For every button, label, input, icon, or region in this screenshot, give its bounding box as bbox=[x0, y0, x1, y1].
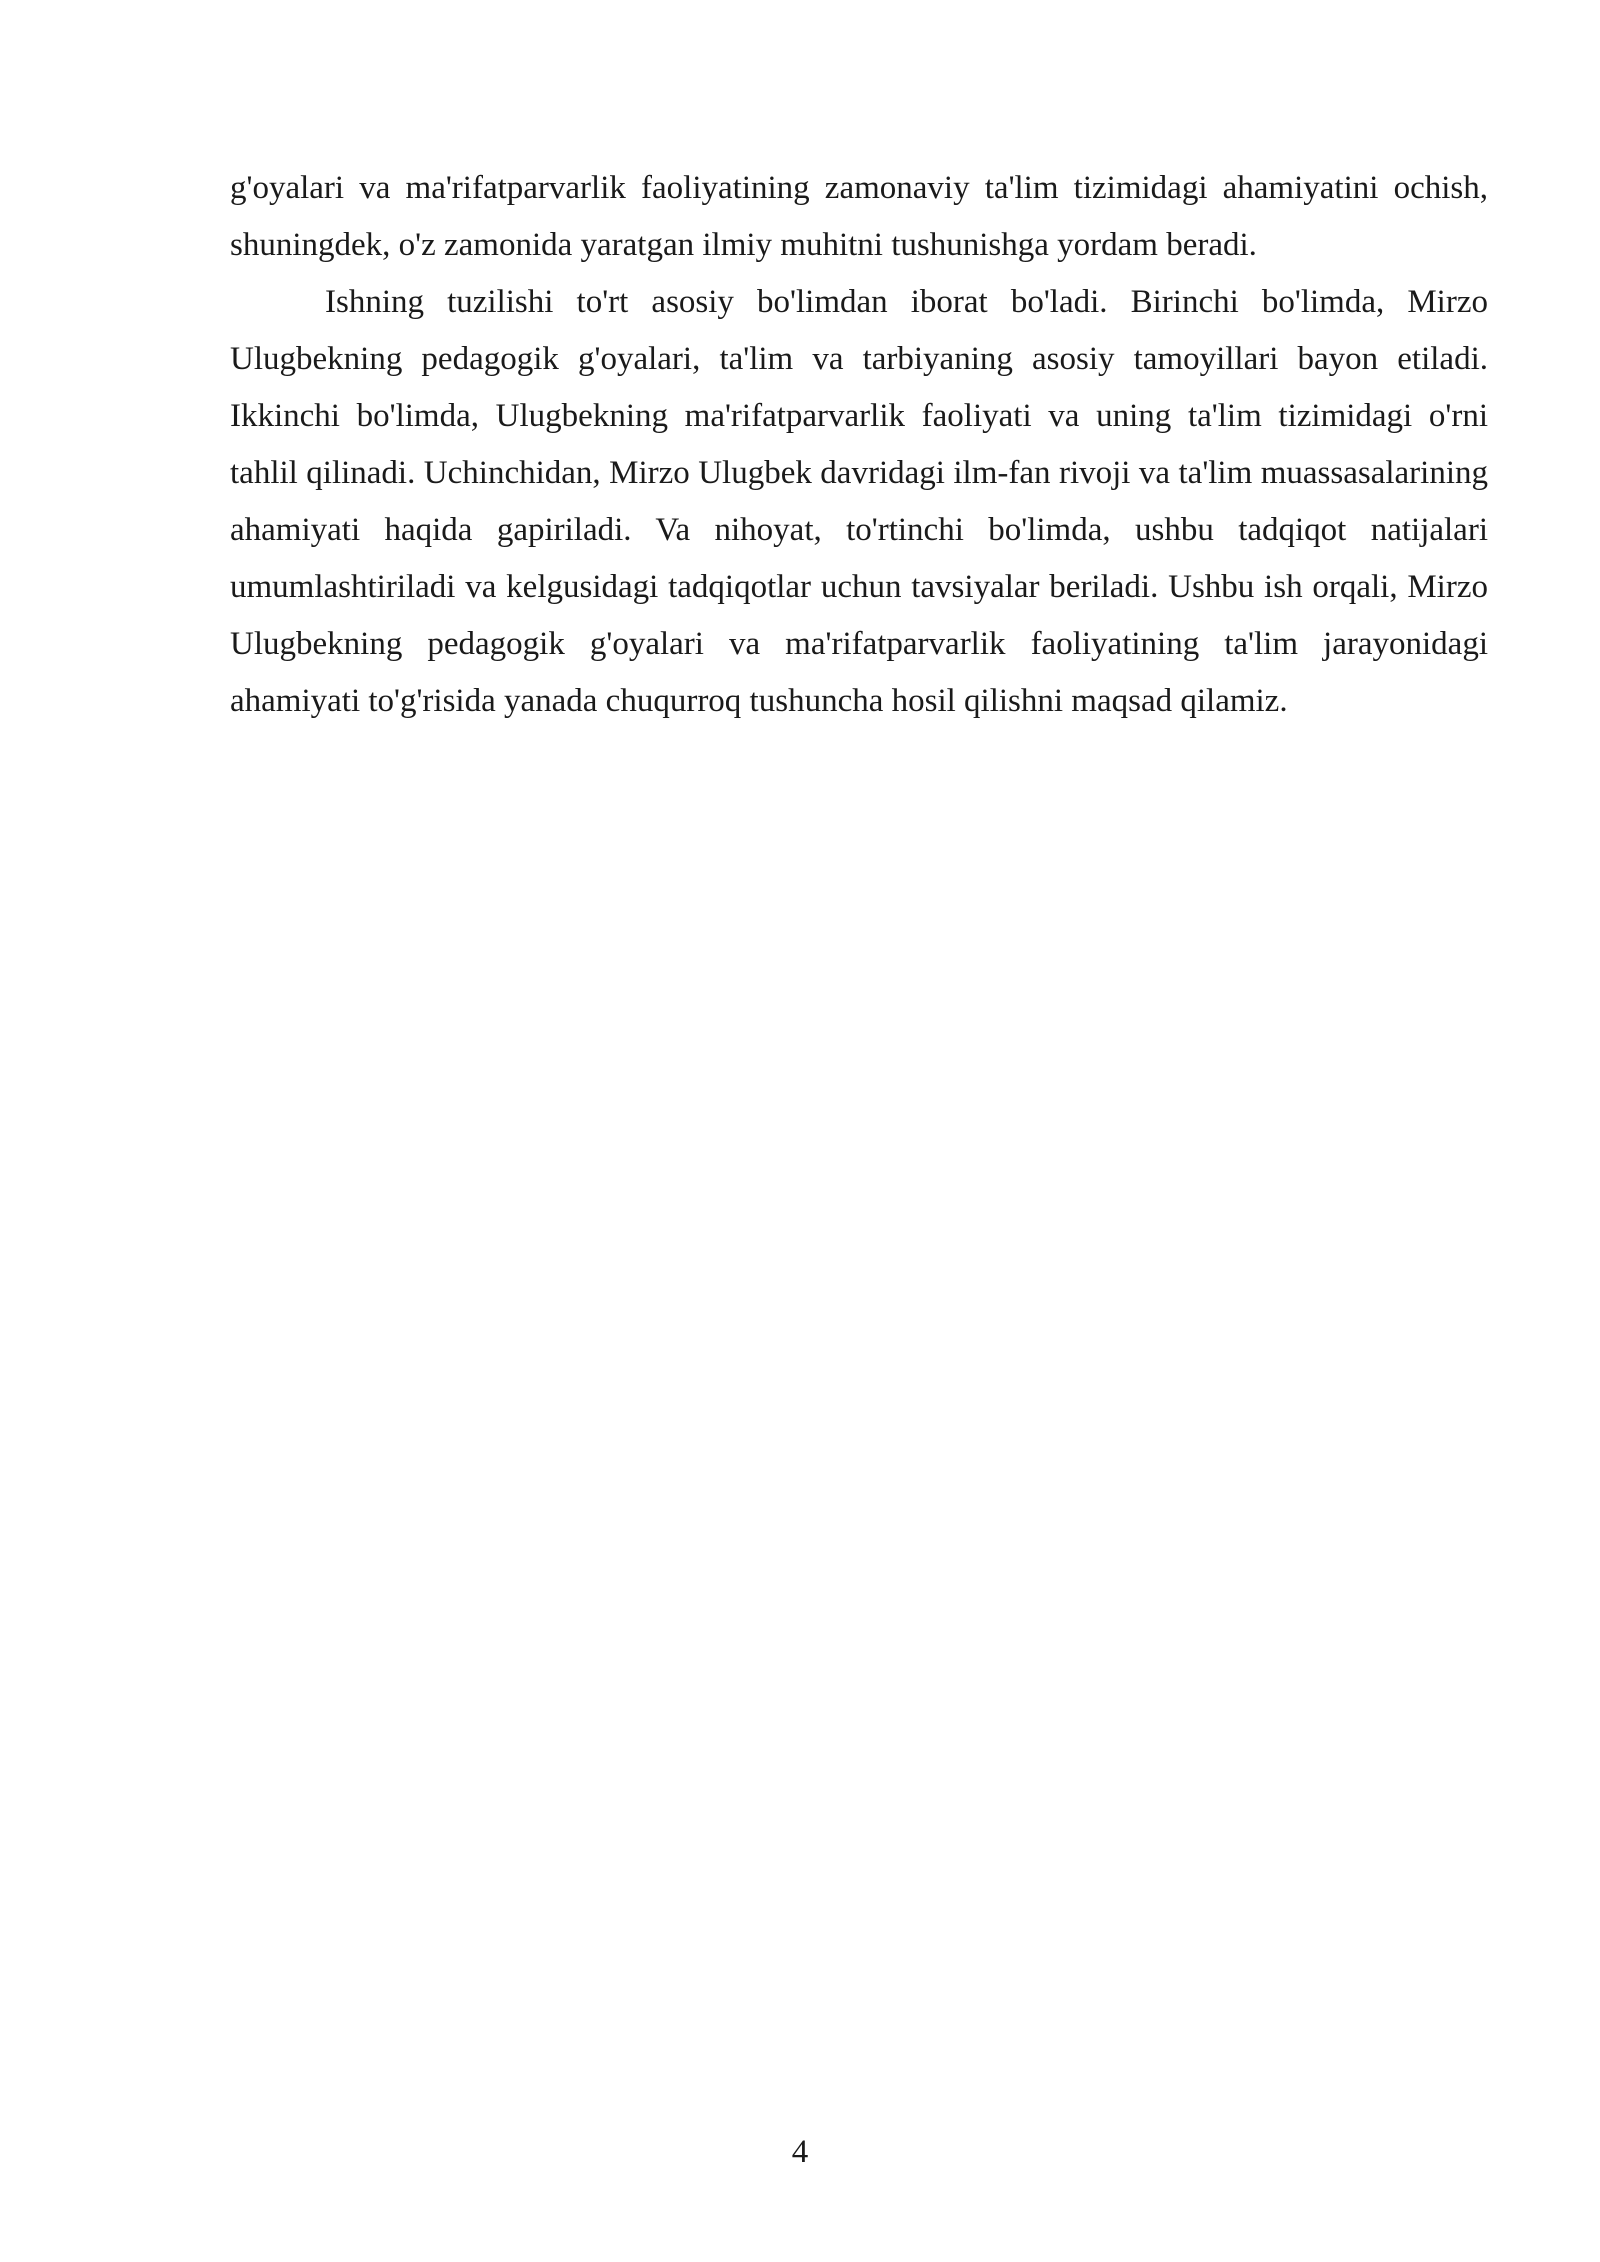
body-text bbox=[230, 160, 1488, 730]
page-number: 4 bbox=[791, 2134, 809, 2170]
paragraph-continued: g'oyalari va ma'rifatparvarlik faoliyatining zamonaviy ta'lim tizimidagi ahamiyatini ochish, shuningdek, o'z zamonida yaratgan ilmiy muhitni tushunishga yordam beradi. bbox=[230, 170, 1488, 263]
paragraph-structure: Ishning tuzilishi to'rt asosiy bo'limdan iborat bo'ladi. Birinchi bo'limda, Mirzo Ulugbekning pedagogik g'oyalari, ta'lim va tarbiyaning asosiy tamoyillari bayon etiladi. Ikkinchi bo'limda, Ulugbekning ma'rifatparvarlik faoliyati va uning ta'lim tizimidagi o'rni tahlil qilinadi. Uchinchidan, Mirzo Ulugbek davridagi ilm-fan rivoji va ta'lim muassasalarining ahamiyati haqida gapiriladi. Va nihoyat, to'rtinchi bo'limda, ushbu tadqiqot natijalari umumlashtiriladi va kelgusidagi tadqiqotlar uchun tavsiyalar beriladi. Ushbu ish orqali, Mirzo Ulugbekning pedagogik g'oyalari va ma'rifatparvarlik faoliyatining ta'lim jarayonidagi ahamiyati to'g'risida yanada chuqurroq tushuncha hosil qilishni maqsad qilamiz. bbox=[230, 284, 1488, 719]
